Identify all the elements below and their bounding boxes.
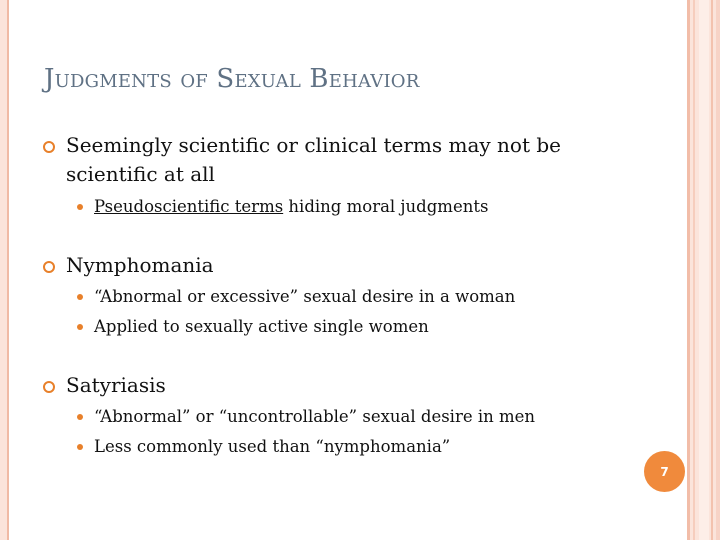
dot-bullet-icon (77, 324, 83, 330)
bullet-text: Seemingly scientific or clinical terms may not be scientific at all (66, 133, 562, 186)
sub-bullet-point (94, 406, 634, 428)
sub-bullet-text: “Abnormal or excessive” sexual desire in a woman (94, 287, 516, 306)
dot-bullet-icon (77, 444, 83, 450)
underlined-term: Pseudoscientific terms (94, 197, 284, 216)
bullet-text: Satyriasis (66, 373, 166, 397)
sub-bullet-point (94, 436, 634, 458)
bullet-point (66, 371, 626, 400)
sub-bullet-text: “Abnormal” or “uncontrollable” sexual desire in men (94, 407, 536, 426)
sub-bullet-text: Less commonly used than “nymphomania” (94, 437, 451, 456)
sub-bullet-point (94, 286, 634, 308)
circle-bullet-icon (43, 381, 55, 393)
sub-bullet-text: Applied to sexually active single women (94, 317, 429, 336)
bullet-point (66, 131, 626, 189)
sub-bullet-point (94, 316, 634, 338)
circle-bullet-icon (43, 141, 55, 153)
slide-title: Judgments of Sexual Behavior (44, 64, 420, 94)
dot-bullet-icon (77, 204, 83, 210)
circle-bullet-icon (43, 261, 55, 273)
bullet-point (66, 251, 626, 280)
dot-bullet-icon (77, 294, 83, 300)
bullet-text: Nymphomania (66, 253, 214, 277)
page-number-badge: 7 (644, 451, 685, 492)
dot-bullet-icon (77, 414, 83, 420)
sub-bullet-text: hiding moral judgments (283, 197, 489, 216)
sub-bullet-point (94, 196, 634, 218)
